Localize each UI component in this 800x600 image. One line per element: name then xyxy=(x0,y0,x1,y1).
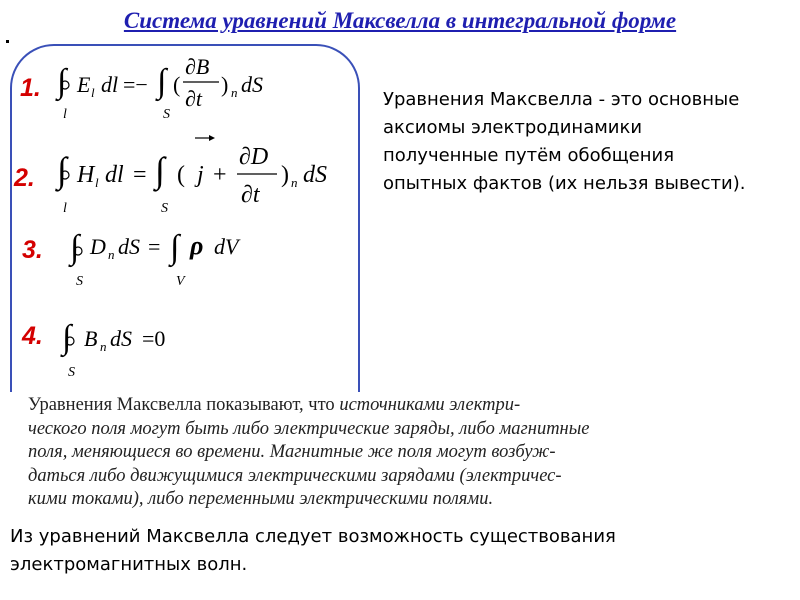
svg-text:ρ: ρ xyxy=(190,231,204,260)
scan-line-4 xyxy=(28,465,728,489)
svg-text:dS: dS xyxy=(118,234,140,259)
equation-1-number: 1. xyxy=(20,74,41,102)
svg-text:∂D: ∂D xyxy=(239,144,269,170)
equation-2-number: 2. xyxy=(14,164,35,192)
svg-text:+: + xyxy=(213,162,227,188)
svg-text:∫: ∫ xyxy=(57,150,67,190)
page-title xyxy=(0,8,800,34)
equation-3-svg xyxy=(68,222,268,292)
svg-text:∂t: ∂t xyxy=(241,182,260,208)
svg-text:dl: dl xyxy=(105,162,124,188)
svg-text:∫: ∫ xyxy=(62,319,72,356)
equation-2-svg xyxy=(55,134,345,218)
scan-line-1-a: Уравнения Максвелла показывают, что xyxy=(28,395,340,415)
svg-text:n: n xyxy=(100,339,107,354)
equation-4-formula xyxy=(60,310,220,389)
scan-line-2 xyxy=(28,418,728,442)
svg-text:=: = xyxy=(148,234,161,259)
svg-text:=−: =− xyxy=(123,72,148,97)
svg-text:∫: ∫ xyxy=(70,229,80,266)
page-title-text: Система уравнений Максвелла в интегральной форме xyxy=(123,8,677,33)
svg-text:V: V xyxy=(176,274,185,289)
scan-line-3-text: поля, меняющиеся во времени. Магнитные же поля могут возбуж- xyxy=(28,442,556,462)
svg-text:∫: ∫ xyxy=(57,63,67,100)
scanned-text-block xyxy=(28,394,728,512)
bullet-dot xyxy=(6,40,9,43)
svg-text:∂B: ∂B xyxy=(185,54,210,79)
svg-text:=: = xyxy=(133,162,147,188)
equation-4-number: 4. xyxy=(22,322,43,350)
equation-3-number: 3. xyxy=(22,236,43,264)
svg-text:B: B xyxy=(84,326,98,351)
svg-text:dS: dS xyxy=(110,326,132,351)
scan-line-2-text: ческого поля могут быть либо электрические заряды, либо магнитные xyxy=(28,418,590,439)
svg-text:∫: ∫ xyxy=(157,63,167,100)
svg-text:(: ( xyxy=(177,162,185,188)
svg-text:): ) xyxy=(281,162,289,188)
svg-text:dl: dl xyxy=(101,72,119,97)
svg-text:dS: dS xyxy=(303,162,327,188)
side-description: Уравнения Максвелла - это основные аксиомы электродинамики полученные путём обобщения опытных фактов (их нельзя вывести). xyxy=(383,89,746,194)
svg-text:l: l xyxy=(95,175,99,190)
svg-text:E: E xyxy=(77,72,91,97)
scan-line-4-text: даться либо движущимися электрическими зарядами (электричес- xyxy=(28,465,562,486)
scan-line-5 xyxy=(28,488,728,512)
scan-line-3 xyxy=(28,441,728,465)
svg-text:S: S xyxy=(76,274,83,289)
scan-line-5-text: кими токами), либо переменными электрическими полями. xyxy=(28,489,494,509)
scan-line-1 xyxy=(28,394,728,418)
svg-text:n: n xyxy=(108,247,115,262)
svg-text:∂t: ∂t xyxy=(185,86,202,111)
svg-text:S: S xyxy=(161,201,168,216)
svg-text:l: l xyxy=(91,85,95,100)
svg-text:S: S xyxy=(163,107,170,122)
svg-text:∫: ∫ xyxy=(155,150,165,190)
equation-1-formula xyxy=(55,52,295,133)
scan-line-1-b: источниками электри- xyxy=(339,395,521,415)
equation-2-formula xyxy=(55,134,345,225)
svg-text:S: S xyxy=(68,365,75,380)
equation-3-formula xyxy=(68,222,268,299)
svg-text:D: D xyxy=(90,234,106,259)
svg-text:=0: =0 xyxy=(142,326,166,351)
svg-text:(: ( xyxy=(173,72,181,97)
equation-1-svg xyxy=(55,52,295,126)
svg-text:l: l xyxy=(63,107,67,122)
svg-text:∫: ∫ xyxy=(170,229,180,266)
svg-text:H: H xyxy=(77,162,95,188)
equation-4-svg xyxy=(60,310,220,382)
conclusion-text: Из уравнений Максвелла следует возможность существования электромагнитных волн. xyxy=(10,526,616,575)
svg-text:n: n xyxy=(291,175,298,190)
svg-text:dV: dV xyxy=(214,234,239,259)
svg-text:j: j xyxy=(197,162,204,188)
svg-text:dS: dS xyxy=(241,72,263,97)
svg-text:n: n xyxy=(231,85,238,100)
svg-text:l: l xyxy=(63,201,67,216)
svg-text:): ) xyxy=(221,72,229,97)
